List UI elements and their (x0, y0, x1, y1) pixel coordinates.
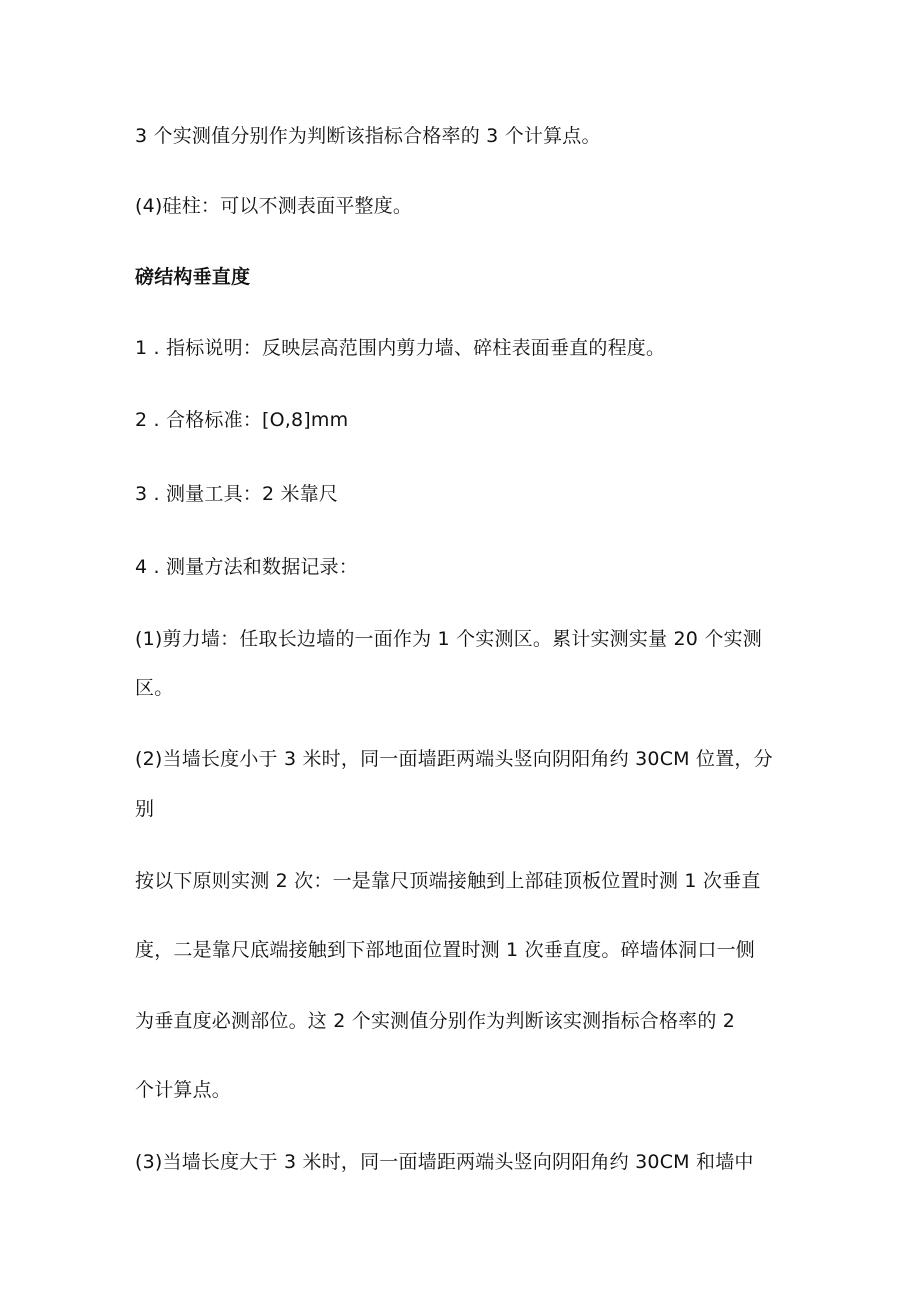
text-line: 为垂直度必测部位。这 2 个实测值分别作为判断该实测指标合格率的 2 (135, 1010, 736, 1032)
text-line: 3 个实测值分别作为判断该指标合格率的 3 个计算点。 (135, 125, 601, 147)
list-item: 2 . 合格标准：[O,8]mm (135, 409, 349, 431)
list-item: 1 . 指标说明：反映层高范围内剪力墙、碎柱表面垂直的程度。 (135, 337, 666, 359)
list-item: 3 . 测量工具：2 米靠尺 (135, 483, 339, 505)
text-line: 个计算点。 (135, 1079, 232, 1101)
section-heading: 磅结构垂直度 (135, 266, 251, 288)
text-line: 度，二是靠尺底端接触到下部地面位置时测 1 次垂直度。碎墙体洞口一侧 (135, 939, 755, 961)
text-line: (1)剪力墙：任取长边墙的一面作为 1 个实测区。累计实测实量 20 个实测 (135, 628, 762, 650)
text-line: (2)当墙长度小于 3 米时，同一面墙距两端头竖向阴阳角约 30CM 位置，分 (135, 748, 773, 770)
list-item: 4 . 测量方法和数据记录： (135, 556, 359, 578)
text-line: 别 (135, 798, 155, 820)
text-line: 按以下原则实测 2 次：一是靠尺顶端接触到上部硅顶板位置时测 1 次垂直 (135, 870, 761, 892)
text-line: (4)硅柱：可以不测表面平整度。 (135, 195, 413, 217)
text-line: 区。 (135, 677, 174, 699)
text-line: (3)当墙长度大于 3 米时，同一面墙距两端头竖向阴阳角约 30CM 和墙中 (135, 1151, 754, 1173)
